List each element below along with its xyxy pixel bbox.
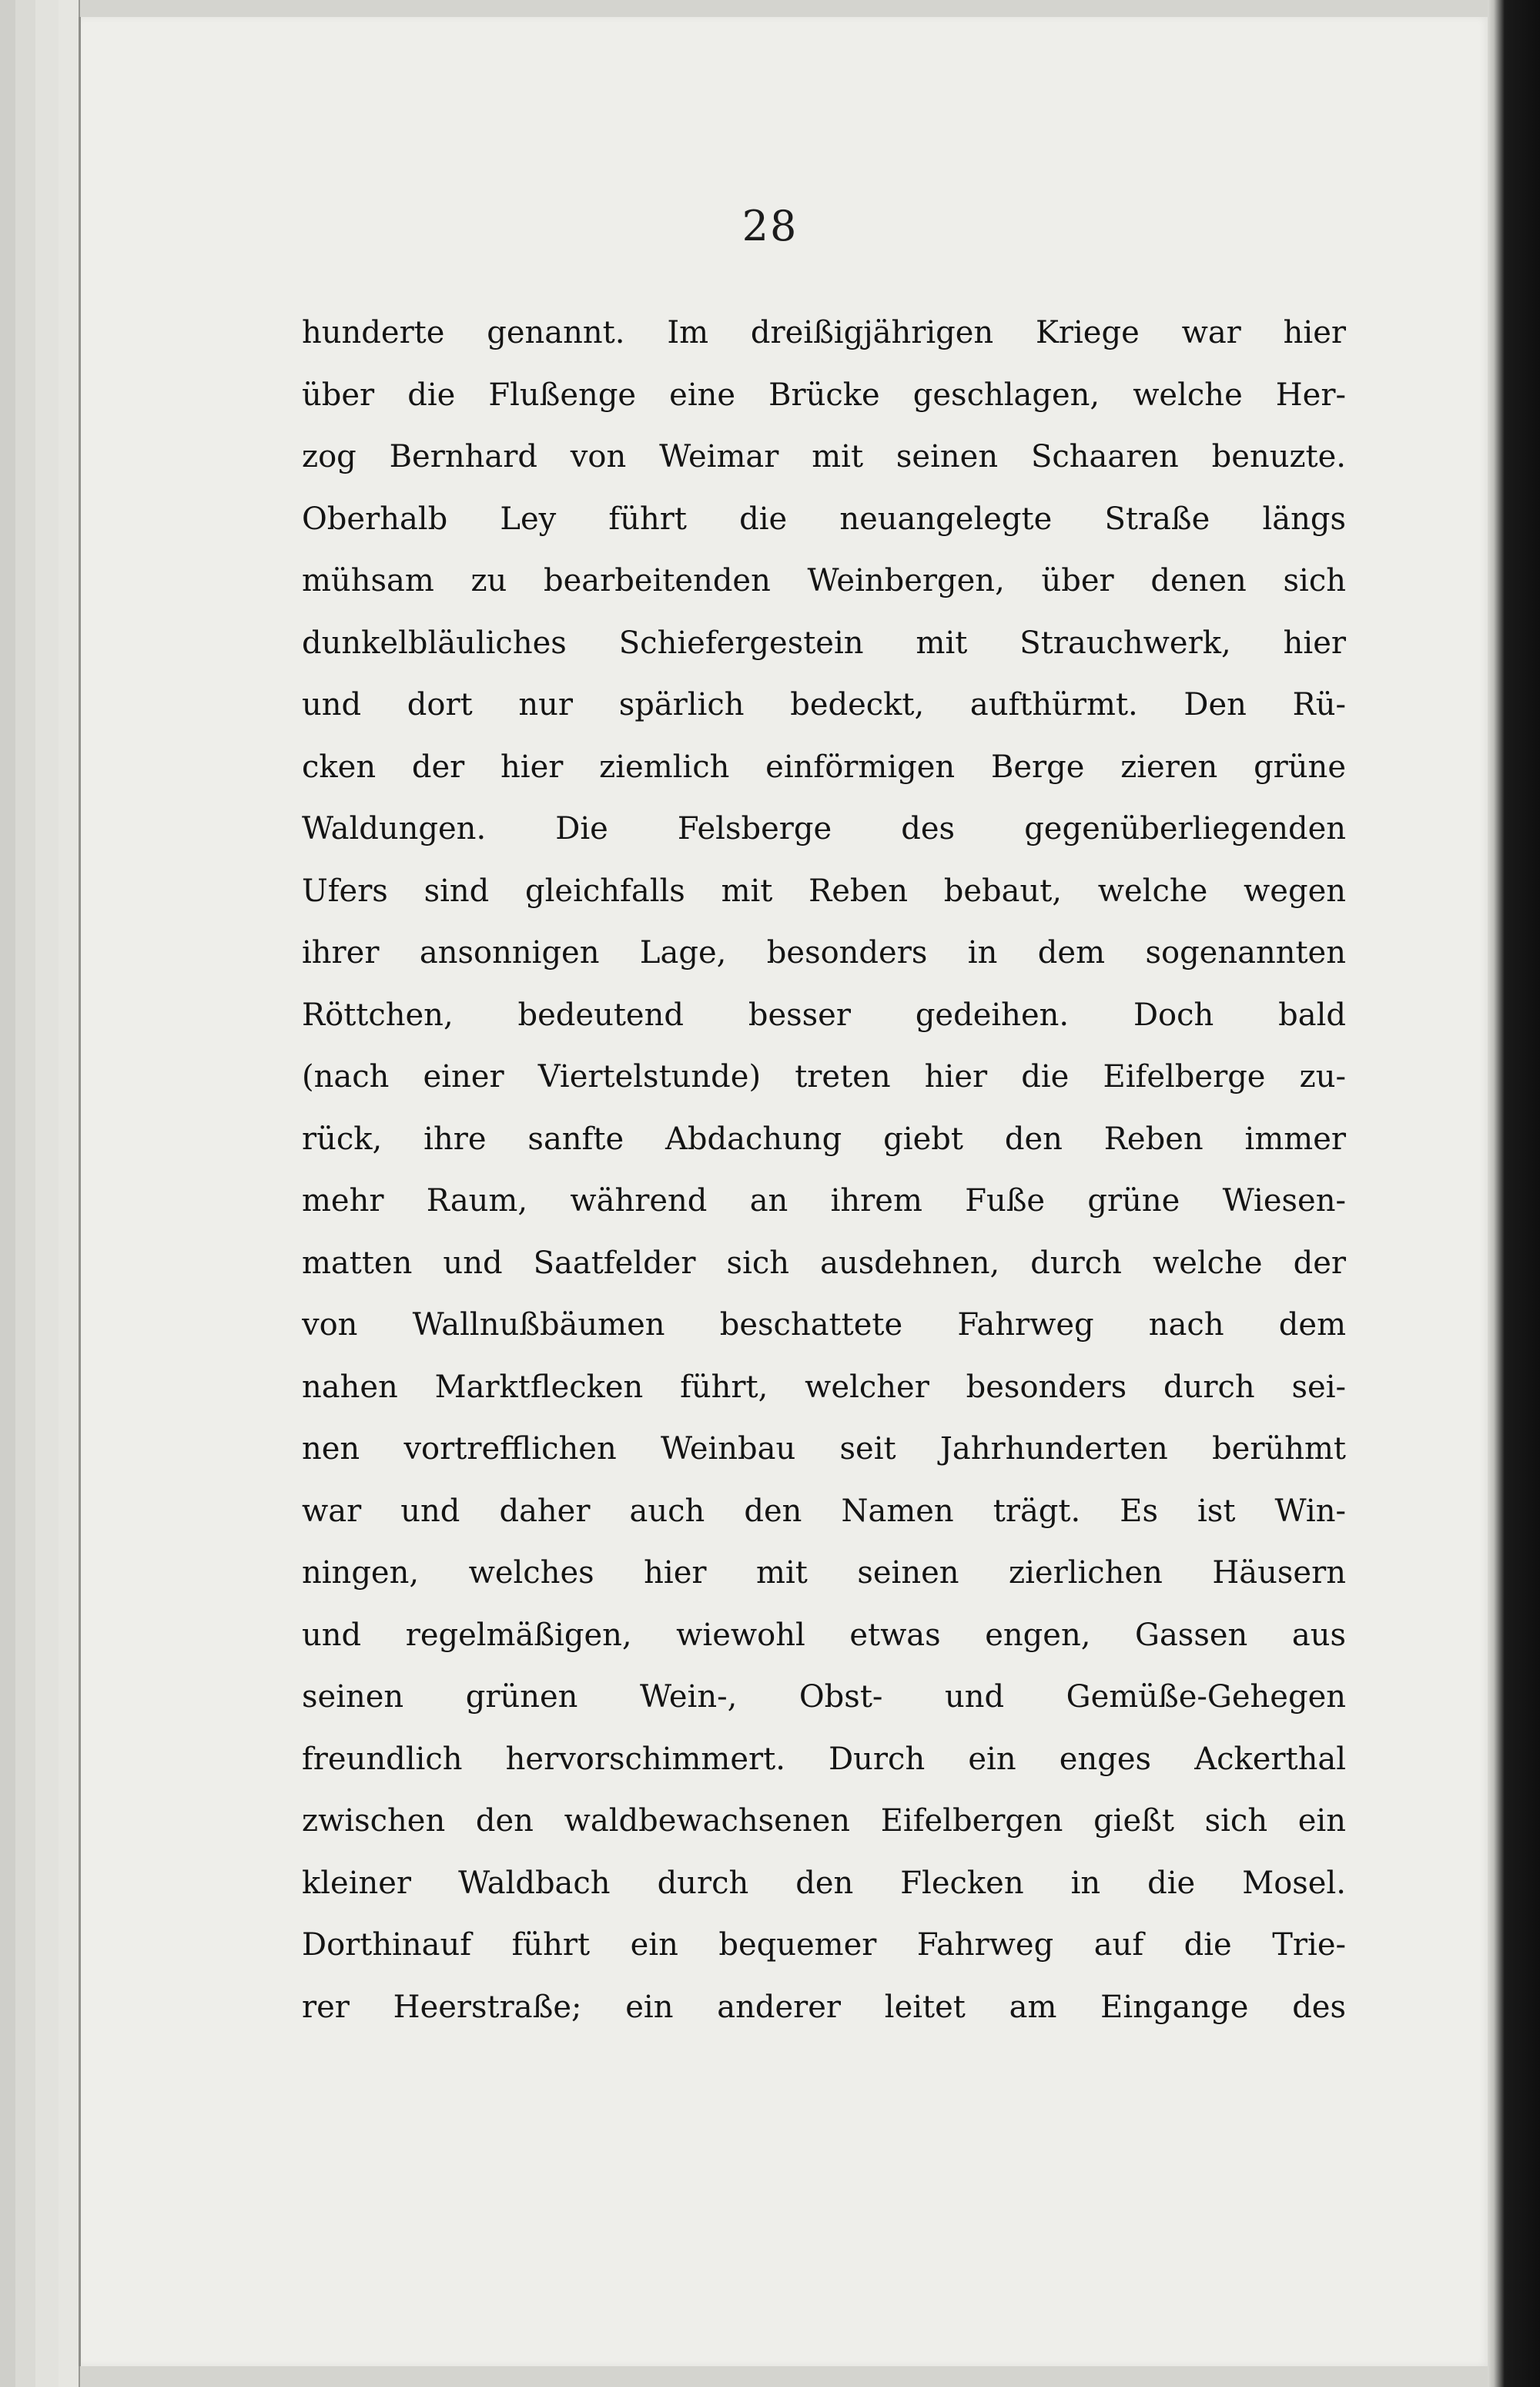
text-line: nahen Marktflecken führt, welcher besonders durch sei- — [302, 1369, 1346, 1405]
text-line: dunkelbläuliches Schiefergestein mit Strauchwerk, hier — [302, 625, 1346, 661]
text-line: seinen grünen Wein-, Obst- und Gemüße-Gehegen — [302, 1679, 1346, 1715]
text-line: und dort nur spärlich bedeckt, aufthürmt. Den Rü- — [302, 687, 1346, 722]
text-line: von Wallnußbäumen beschattete Fahrweg nach dem — [302, 1307, 1346, 1343]
page-edge — [59, 0, 80, 2387]
text-line: Waldungen. Die Felsberge des gegenüberliegenden — [302, 811, 1346, 847]
page-edge — [0, 0, 17, 2387]
text-line: zog Bernhard von Weimar mit seinen Schaaren benuzte. — [302, 439, 1346, 474]
text-line: hunderte genannt. Im dreißigjährigen Kriege war hier — [302, 315, 1346, 350]
text-line: rück, ihre sanfte Abdachung giebt den Reben immer — [302, 1121, 1346, 1157]
text-line: rer Heerstraße; ein anderer leitet am Eingange des — [302, 1989, 1346, 2025]
page-edge — [15, 0, 37, 2387]
text-line: Oberhalb Ley führt die neuangelegte Straße längs — [302, 501, 1346, 537]
text-line: nen vortrefflichen Weinbau seit Jahrhunderten berühmt — [302, 1431, 1346, 1467]
text-line: ningen, welches hier mit seinen zierlichen Häusern — [302, 1555, 1346, 1591]
text-line: ihrer ansonnigen Lage, besonders in dem sogenannten — [302, 935, 1346, 971]
text-line: matten und Saatfelder sich ausdehnen, durch welche der — [302, 1245, 1346, 1281]
text-line: über die Flußenge eine Brücke geschlagen, welche Her- — [302, 377, 1346, 413]
text-line: freundlich hervorschimmert. Durch ein enges Ackerthal — [302, 1741, 1346, 1777]
body-text — [302, 302, 1346, 2038]
text-line: war und daher auch den Namen trägt. Es ist Win- — [302, 1493, 1346, 1529]
text-line: zwischen den waldbewachsenen Eifelbergen gießt sich ein — [302, 1803, 1346, 1839]
text-line: (nach einer Viertelstunde) treten hier die Eifelberge zu- — [302, 1059, 1346, 1095]
text-line: kleiner Waldbach durch den Flecken in die Mosel. — [302, 1865, 1346, 1901]
text-line: cken der hier ziemlich einförmigen Berge zieren grüne — [302, 749, 1346, 785]
text-line: und regelmäßigen, wiewohl etwas engen, Gassen aus — [302, 1617, 1346, 1653]
text-line: mühsam zu bearbeitenden Weinbergen, über denen sich — [302, 563, 1346, 598]
page-number: 28 — [742, 202, 798, 250]
text-line: mehr Raum, während an ihrem Fuße grüne Wiesen- — [302, 1183, 1346, 1219]
page-edge — [35, 0, 60, 2387]
text-line: Ufers sind gleichfalls mit Reben bebaut, welche wegen — [302, 873, 1346, 909]
text-line: Dorthinauf führt ein bequemer Fahrweg auf die Trie- — [302, 1927, 1346, 1963]
binding-gutter — [1488, 0, 1540, 2387]
text-line: Röttchen, bedeutend besser gedeihen. Doch bald — [302, 997, 1346, 1033]
